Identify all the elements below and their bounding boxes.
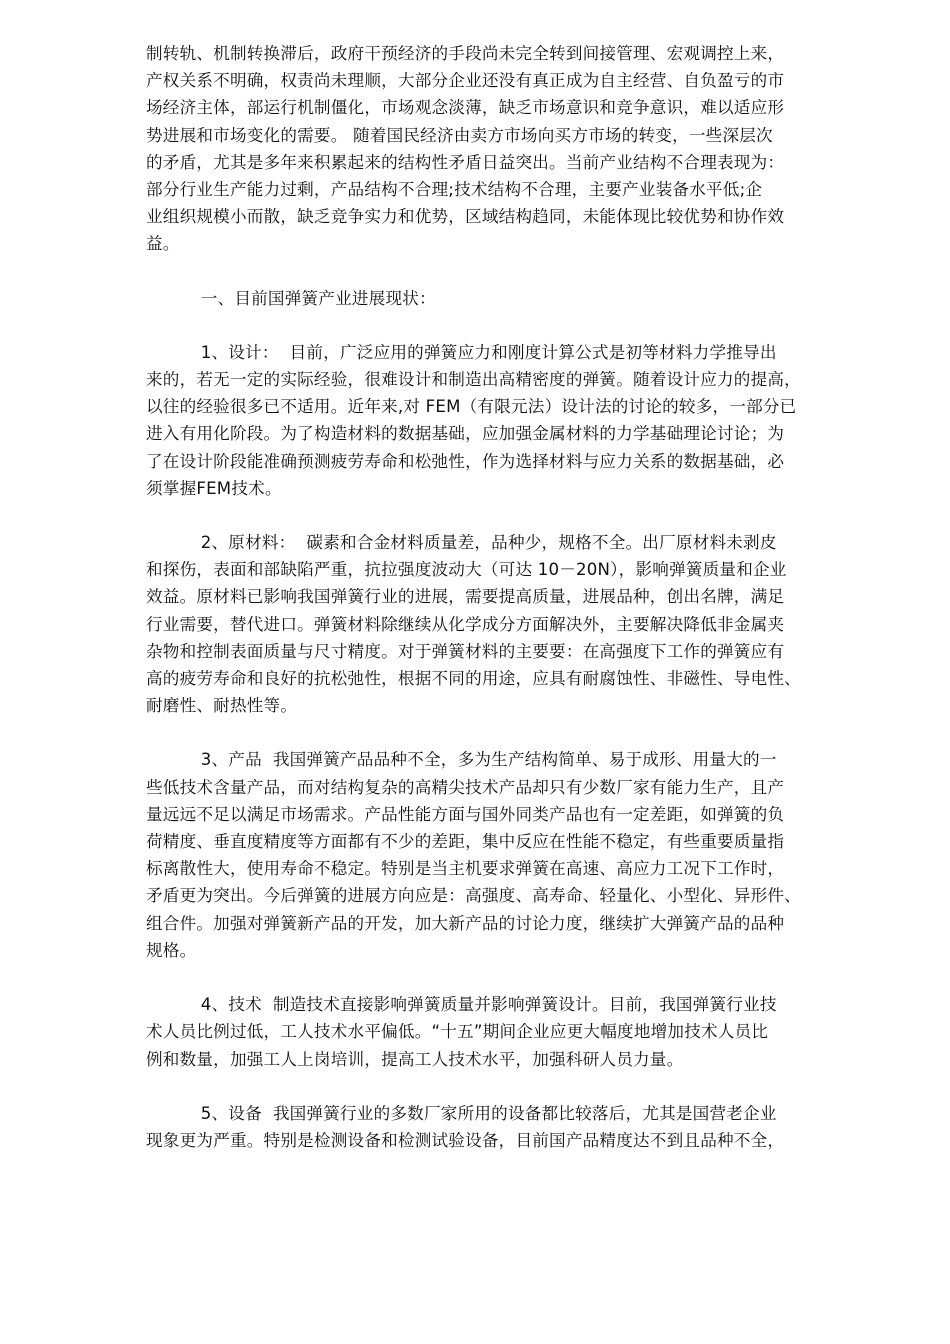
text-line: 进入有用化阶段。为了构造材料的数据基础，应加强金属材料的力学基础理论讨论；为 <box>146 424 785 444</box>
paragraph-products <box>146 746 886 964</box>
text-line: 业组织规模小而散，缺乏竞争实力和优势，区域结构趋同，未能体现比较优势和协作效 <box>146 207 785 227</box>
text-line: 高的疲劳寿命和良好的抗松弛性，根据不同的用途，应具有耐腐蚀性、非磁性、导电性、 <box>146 669 801 689</box>
paragraph-technology <box>146 991 886 1073</box>
text-line: 部分行业生产能力过剩，产品结构不合理;技术结构不合理，主要产业装备水平低;企 <box>146 180 763 200</box>
paragraph-gap <box>146 1073 886 1100</box>
text-line: 标离散性大，使用寿命不稳定。特别是当主机要求弹簧在高速、高应力工况下工作时， <box>146 859 785 879</box>
paragraph-gap <box>146 258 886 285</box>
paragraph-gap <box>146 719 886 746</box>
text-line: 规格。 <box>146 940 197 960</box>
text-line: 来的，若无一定的实际经验，很难设计和制造出高精密度的弹簧。随着设计应力的提高， <box>146 370 801 390</box>
text-line: 杂物和控制表面质量与尺寸精度。对于弹簧材料的主要要：在高强度下工作的弹簧应有 <box>146 641 785 661</box>
text-line: 4、技术 制造技术直接影响弹簧质量并影响弹簧设计。目前，我国弹簧行业技 <box>146 995 777 1015</box>
paragraph-gap <box>146 964 886 991</box>
text-line: 5、设备 我国弹簧行业的多数厂家所用的设备都比较落后，尤其是国营老企业 <box>146 1103 777 1123</box>
text-line: 量远远不足以满足市场需求。产品性能方面与国外同类产品也有一定差距，如弹簧的负 <box>146 804 785 824</box>
text-line: 些低技术含量产品，而对结构复杂的高精尖技术产品却只有少数厂家有能力生产，且产 <box>146 777 785 797</box>
text-line: 须掌握FEM技术。 <box>146 478 282 498</box>
text-line: 组合件。加强对弹簧新产品的开发，加大新产品的讨论力度，继续扩大弹簧产品的品种 <box>146 913 785 933</box>
text-line: 制转轨、机制转换滞后，政府干预经济的手段尚未完全转到间接管理、宏观调控上来， <box>146 44 785 63</box>
text-line: 和探伤，表面和部缺陷严重，抗拉强度波动大（可达 10－20N），影响弹簧质量和企业 <box>146 560 787 580</box>
text-line: 3、产品 我国弹簧产品品种不全，多为生产结构简单、易于成形、用量大的一 <box>146 750 777 770</box>
paragraph-intro <box>146 40 886 258</box>
text-line: 产权关系不明确，权责尚未理顺，大部分企业还没有真正成为自主经营、自负盈亏的市 <box>146 71 785 91</box>
text-line: 效益。原材料已影响我国弹簧行业的进展，需要提高质量，进展品种，创出名牌，满足 <box>146 587 785 607</box>
paragraph-materials <box>146 529 886 719</box>
section-heading <box>146 285 886 312</box>
text-line: 行业需要，替代进口。弹簧材料除继续从化学成分方面解决外，主要解决降低非金属夹 <box>146 614 785 634</box>
text-line: 的矛盾，尤其是多年来积累起来的结构性矛盾日益突出。当前产业结构不合理表现为： <box>146 152 785 172</box>
text-line: 1、设计： 目前，广泛应用的弹簧应力和刚度计算公式是初等材料力学推导出 <box>146 342 777 362</box>
text-line: 场经济主体，部运行机制僵化，市场观念淡薄，缺乏市场意识和竞争意识，难以适应形 <box>146 98 785 118</box>
text-line: 势进展和市场变化的需要。 随着国民经济由卖方市场向买方市场的转变，一些深层次 <box>146 125 773 145</box>
paragraph-gap <box>146 502 886 529</box>
text-line: 矛盾更为突出。今后弹簧的进展方向应是：高强度、高寿命、轻量化、小型化、异形件、 <box>146 886 801 906</box>
paragraph-equipment <box>146 1100 886 1154</box>
text-line: 荷精度、垂直度精度等方面都有不少的差距，集中反应在性能不稳定，有些重要质量指 <box>146 832 785 852</box>
text-line: 2、原材料： 碳素和合金材料质量差，品种少，规格不全。出厂原材料未剥皮 <box>146 533 777 553</box>
text-line: 了在设计阶段能准确预测疲劳寿命和松弛性，作为选择材料与应力关系的数据基础，必 <box>146 451 785 471</box>
text-line: 例和数量，加强工人上岗培训，提高工人技术水平，加强科研人员力量。 <box>146 1049 684 1069</box>
paragraph-design <box>146 339 886 502</box>
text-line: 术人员比例过低，工人技术水平偏低。“十五”期间企业应更大幅度地增加技术人员比 <box>146 1022 769 1042</box>
text-line: 现象更为严重。特别是检测设备和检测试验设备，目前国产品精度达不到且品种不全， <box>146 1130 785 1150</box>
heading-line: 一、目前国弹簧产业进展现状： <box>146 288 436 308</box>
text-line: 益。 <box>146 234 180 254</box>
document-page <box>146 40 886 1154</box>
paragraph-gap <box>146 312 886 339</box>
text-line: 耐磨性、耐热性等。 <box>146 696 298 716</box>
text-line: 以往的经验很多已不适用。近年来,对 FEM（有限元法）设计法的讨论的较多，一部分已 <box>146 397 797 417</box>
